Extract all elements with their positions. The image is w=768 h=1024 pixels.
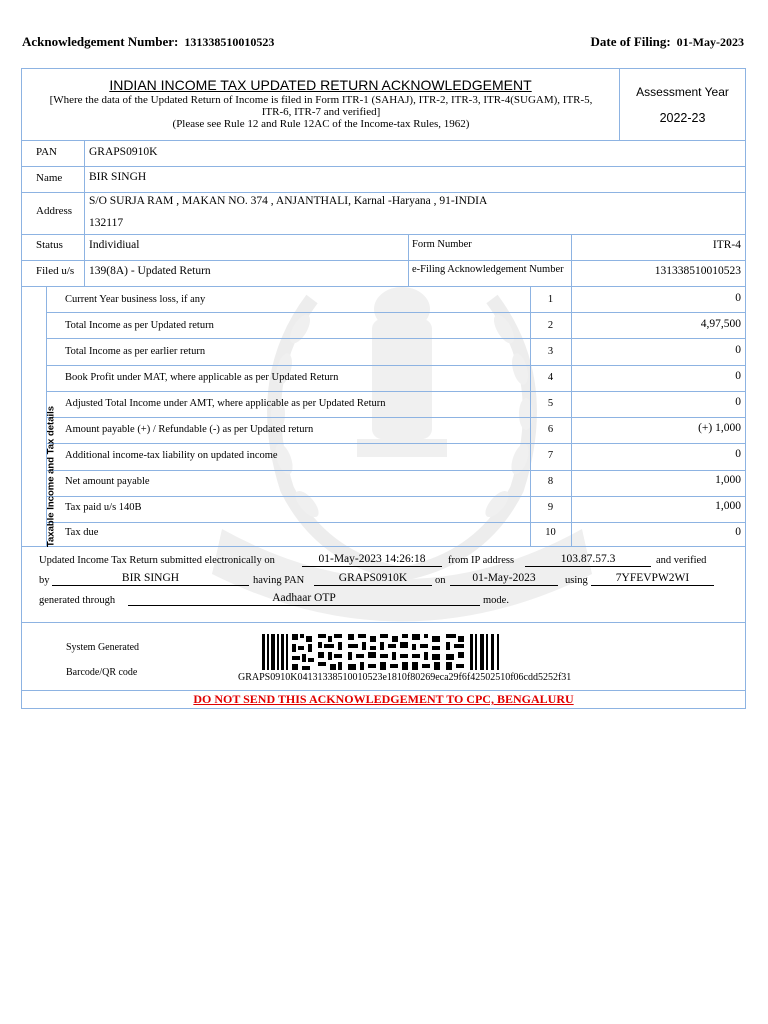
submission-datetime: 01-May-2023 14:26:18 <box>302 553 442 567</box>
verified-by-name: BIR SINGH <box>52 572 249 586</box>
do-not-send-warning: DO NOT SEND THIS ACKNOWLEDGEMENT TO CPC, BENGALURU <box>193 692 574 706</box>
filed-under-section-label: Filed u/s <box>36 265 75 277</box>
name-value: BIR SINGH <box>89 171 147 183</box>
verification-text-9: mode. <box>483 595 509 606</box>
row-value: 0 <box>735 396 741 408</box>
row-value: 1,000 <box>715 474 741 486</box>
row-value: 0 <box>735 370 741 382</box>
assessment-year-label: Assessment Year <box>636 85 729 99</box>
ack-number-label: Acknowledgement Number: <box>22 34 179 49</box>
form-number-value: ITR-4 <box>712 239 741 251</box>
row-number: 3 <box>547 346 554 357</box>
system-generated-label: System Generated <box>66 642 140 653</box>
verification-code: 7YFEVPW2WI <box>591 572 714 586</box>
taxable-income-side-label: Taxable Income and Tax details <box>45 405 57 548</box>
verification-date: 01-May-2023 <box>450 572 558 586</box>
row-label: Additional income-tax liability on updated income <box>65 450 278 461</box>
verified-pan: GRAPS0910K <box>314 572 432 586</box>
pan-label: PAN <box>36 146 57 158</box>
efiling-ack-number-value: 131338510010523 <box>654 265 741 277</box>
row-number: 9 <box>547 502 554 513</box>
verification-text-8: generated through <box>39 595 116 606</box>
name-label: Name <box>36 172 63 184</box>
date-of-filing-header <box>591 34 744 50</box>
verification-text-7: using <box>565 575 588 586</box>
row-label: Current Year business loss, if any <box>65 294 206 305</box>
verification-text-1: Updated Income Tax Return submitted electronically on <box>39 555 275 566</box>
verification-text-5: having PAN <box>253 575 305 586</box>
address-label: Address <box>36 205 73 217</box>
row-value: 0 <box>735 292 741 304</box>
status-label: Status <box>36 239 63 251</box>
acknowledgement-form <box>21 68 746 709</box>
verification-text-3: and verified <box>656 555 707 566</box>
verification-text-6: on <box>435 575 446 586</box>
barcode-qr-icon <box>262 634 502 672</box>
row-label: Amount payable (+) / Refundable (-) as per Updated return <box>65 424 314 435</box>
assessment-year-value: 2022-23 <box>659 111 706 125</box>
row-label: Total Income as per earlier return <box>65 346 206 357</box>
form-title: INDIAN INCOME TAX UPDATED RETURN ACKNOWLEDGEMENT <box>109 77 532 93</box>
verification-text-4: by <box>39 575 50 586</box>
row-value: 1,000 <box>715 500 741 512</box>
verification-text-2: from IP address <box>448 555 515 566</box>
row-label: Tax due <box>65 527 99 538</box>
row-label: Adjusted Total Income under AMT, where applicable as per Updated Return <box>65 398 386 409</box>
row-number: 6 <box>547 424 554 435</box>
row-label: Total Income as per Updated return <box>65 320 214 331</box>
barcode-label: Barcode/QR code <box>66 667 138 678</box>
status-value: Individiual <box>89 239 140 251</box>
row-value: 0 <box>735 344 741 356</box>
filed-under-section-value: 139(8A) - Updated Return <box>89 265 211 277</box>
form-subtitle: [Where the data of the Updated Return of Income is filed in Form ITR-1 (SAHAJ), ITR-2, ITR-3, ITR-4(SUGAM), ITR-5, ITR-6, ITR-7 and verified] (Please see Rule 12 and Rule 12AC of the Income-tax Rules, 1962) <box>49 94 593 130</box>
row-number: 4 <box>547 372 554 383</box>
row-value: (+) 1,000 <box>698 422 741 434</box>
ip-address: 103.87.57.3 <box>525 553 651 567</box>
row-number: 1 <box>547 294 554 305</box>
pan-value: GRAPS0910K <box>89 146 158 158</box>
barcode-text: GRAPS0910K04131338510010523e1810f80269eca29f6f42502510f06cdd5252f31 <box>238 672 572 683</box>
row-value: 0 <box>735 526 741 538</box>
ack-number-value: 131338510010523 <box>184 35 275 49</box>
row-number: 8 <box>547 476 554 487</box>
row-number: 10 <box>545 527 556 538</box>
address-line-2: 132117 <box>89 217 124 229</box>
row-number: 5 <box>547 398 554 409</box>
row-label: Tax paid u/s 140B <box>65 502 142 513</box>
efiling-ack-number-label: e-Filing Acknowledgement Number <box>412 264 564 275</box>
row-value: 4,97,500 <box>700 318 741 330</box>
row-number: 7 <box>547 450 554 461</box>
address-line-1: S/O SURJA RAM , MAKAN NO. 374 , ANJANTHALI, Karnal -Haryana , 91-INDIA <box>89 195 488 207</box>
acknowledgement-number-header <box>22 34 274 50</box>
row-value: 0 <box>735 448 741 460</box>
row-label: Book Profit under MAT, where applicable as per Updated Return <box>65 372 339 383</box>
verification-method: Aadhaar OTP <box>128 592 480 606</box>
row-number: 2 <box>547 320 554 331</box>
form-number-label: Form Number <box>412 239 472 250</box>
row-label: Net amount payable <box>65 476 150 487</box>
date-of-filing-label: Date of Filing: <box>590 34 671 49</box>
date-of-filing-value: 01-May-2023 <box>676 35 744 49</box>
